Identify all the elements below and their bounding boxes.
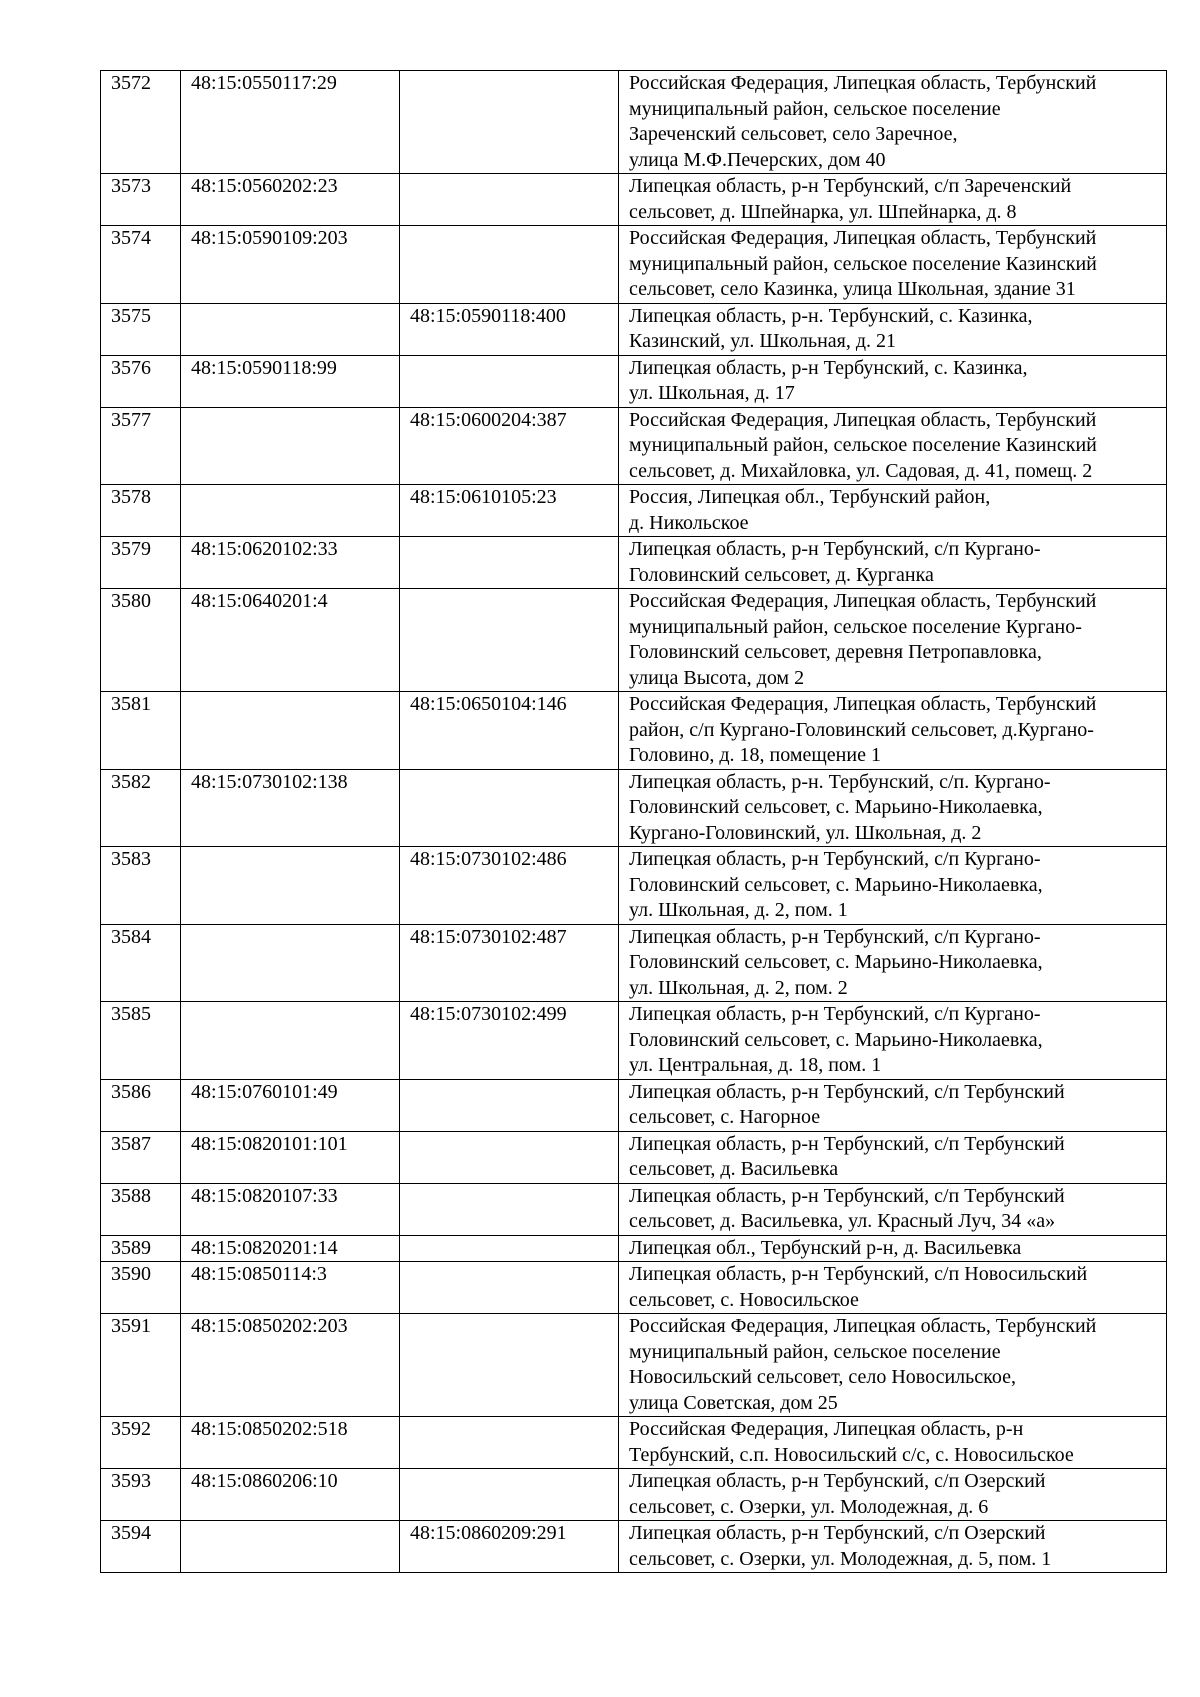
cadastral-number-secondary-cell: 48:15:0730102:487 — [400, 924, 619, 1002]
row-number-cell: 3589 — [101, 1235, 181, 1262]
cadastral-number-cell: 48:15:0860206:10 — [181, 1469, 400, 1521]
address-cell — [619, 407, 1167, 485]
address-line: Головинский сельсовет, д. Курганка — [629, 563, 934, 586]
row-number-cell: 3575 — [101, 303, 181, 355]
table-row — [101, 1469, 1167, 1521]
address-line: Липецкая область, р-н Тербунский, с/п Тербунский — [629, 1080, 1065, 1103]
cadastral-number-cell: 48:15:0620102:33 — [181, 537, 400, 589]
cadastral-number-cell — [181, 407, 400, 485]
address-line: муниципальный район, сельское поселение Казинский — [629, 434, 1097, 456]
cadastral-number-secondary-cell — [400, 1469, 619, 1521]
address-line: сельсовет, с. Нагорное — [629, 1106, 821, 1128]
address-line: Липецкая область, р-н Тербунский, с. Казинка, — [629, 356, 1028, 379]
address-line: Липецкая область, р-н. Тербунский, с. Казинка, — [629, 304, 1033, 327]
address-line: Кургано-Головинский, ул. Школьная, д. 2 — [629, 821, 982, 844]
cadastral-number-cell — [181, 692, 400, 770]
row-number-cell: 3587 — [101, 1131, 181, 1183]
address-line: муниципальный район, сельское поселение Кургано- — [629, 615, 1082, 638]
address-line: сельсовет, с. Озерки, ул. Молодежная, д. 5, пом. 1 — [629, 1547, 1052, 1570]
row-number-cell: 3579 — [101, 537, 181, 589]
address-line: Липецкая область, р-н Тербунский, с/п Тербунский — [629, 1132, 1065, 1155]
address-cell — [619, 226, 1167, 304]
cadastral-number-cell: 48:15:0590118:99 — [181, 355, 400, 407]
address-line: сельсовет, д. Шпейнарка, ул. Шпейнарка, д. 8 — [629, 200, 1017, 223]
cadastral-number-cell: 48:15:0850202:518 — [181, 1417, 400, 1469]
row-number-cell: 3591 — [101, 1314, 181, 1417]
address-line: муниципальный район, сельское поселение — [629, 97, 1001, 120]
cadastral-number-secondary-cell — [400, 1131, 619, 1183]
cadastral-number-cell — [181, 924, 400, 1002]
row-number-cell: 3588 — [101, 1183, 181, 1235]
table-row — [101, 1314, 1167, 1417]
table-row — [101, 924, 1167, 1002]
address-line: муниципальный район, сельское поселение Казинский — [629, 252, 1097, 275]
row-number-cell: 3594 — [101, 1521, 181, 1573]
address-line: сельсовет, село Казинка, улица Школьная, здание 31 — [629, 278, 1076, 300]
address-line: Липецкая область, р-н Тербунский, с/п Кургано- — [629, 1003, 1041, 1025]
table-row — [101, 71, 1167, 174]
address-line: Казинский, ул. Школьная, д. 21 — [629, 330, 897, 352]
address-line: Российская Федерация, Липецкая область, Тербунский — [629, 1315, 1097, 1337]
cadastral-number-secondary-cell: 48:15:0600204:387 — [400, 407, 619, 485]
cadastral-number-cell: 48:15:0760101:49 — [181, 1079, 400, 1131]
address-line: Российская Федерация, Липецкая область, р-н — [629, 1418, 1024, 1440]
cadastral-number-secondary-cell — [400, 769, 619, 847]
cadastral-number-cell — [181, 1521, 400, 1573]
table-row — [101, 1183, 1167, 1235]
row-number-cell: 3577 — [101, 407, 181, 485]
row-number-cell: 3593 — [101, 1469, 181, 1521]
address-line: Липецкая область, р-н Тербунский, с/п Озерский — [629, 1522, 1046, 1544]
cadastral-number-cell: 48:15:0560202:23 — [181, 174, 400, 226]
address-line: муниципальный район, сельское поселение — [629, 1340, 1001, 1363]
cadastral-number-cell — [181, 485, 400, 537]
cadastral-number-cell — [181, 847, 400, 925]
address-line: Российская Федерация, Липецкая область, Тербунский — [629, 72, 1097, 94]
table-row — [101, 1079, 1167, 1131]
address-cell — [619, 355, 1167, 407]
cadastral-number-secondary-cell — [400, 1417, 619, 1469]
address-line: Российская Федерация, Липецкая область, Тербунский — [629, 590, 1097, 612]
cadastral-number-cell: 48:15:0590109:203 — [181, 226, 400, 304]
address-cell — [619, 692, 1167, 770]
cadastral-number-secondary-cell — [400, 1235, 619, 1262]
address-cell — [619, 769, 1167, 847]
table-row — [101, 485, 1167, 537]
address-line: Тербунский, с.п. Новосильский с/с, с. Новосильское — [629, 1443, 1074, 1466]
address-line: Липецкая область, р-н Тербунский, с/п Новосильский — [629, 1263, 1088, 1285]
address-line: Россия, Липецкая обл., Тербунский район, — [629, 486, 991, 508]
cadastral-number-cell: 48:15:0820107:33 — [181, 1183, 400, 1235]
address-line: Российская Федерация, Липецкая область, Тербунский — [629, 693, 1097, 715]
cadastral-number-secondary-cell — [400, 174, 619, 226]
row-number-cell: 3586 — [101, 1079, 181, 1131]
address-line: район, с/п Кургано-Головинский сельсовет, д.Кургано- — [629, 718, 1094, 741]
cadastral-number-secondary-cell — [400, 355, 619, 407]
row-number-cell: 3592 — [101, 1417, 181, 1469]
address-cell — [619, 303, 1167, 355]
cadastral-number-cell — [181, 1002, 400, 1080]
address-cell — [619, 847, 1167, 925]
address-cell — [619, 1079, 1167, 1131]
table-row — [101, 1002, 1167, 1080]
address-cell — [619, 1521, 1167, 1573]
address-line: Головино, д. 18, помещение 1 — [629, 744, 881, 766]
cadastral-number-secondary-cell — [400, 589, 619, 692]
address-line: Головинский сельсовет, с. Марьино-Николаевка, — [629, 873, 1043, 896]
table-row — [101, 1262, 1167, 1314]
table-row — [101, 1235, 1167, 1262]
table-row — [101, 407, 1167, 485]
address-cell — [619, 589, 1167, 692]
cadastral-number-cell: 48:15:0730102:138 — [181, 769, 400, 847]
address-line: Липецкая область, р-н. Тербунский, с/п. Кургано- — [629, 770, 1051, 793]
cadastral-number-cell: 48:15:0640201:4 — [181, 589, 400, 692]
table-row — [101, 537, 1167, 589]
cadastral-number-secondary-cell: 48:15:0610105:23 — [400, 485, 619, 537]
cadastral-number-secondary-cell — [400, 1314, 619, 1417]
address-line: ул. Школьная, д. 17 — [629, 382, 795, 404]
address-line: д. Никольское — [629, 511, 749, 534]
cadastral-number-secondary-cell: 48:15:0730102:499 — [400, 1002, 619, 1080]
document-page — [100, 70, 1166, 1573]
table-row — [101, 847, 1167, 925]
cadastral-number-secondary-cell: 48:15:0650104:146 — [400, 692, 619, 770]
cadastral-number-cell: 48:15:0850202:203 — [181, 1314, 400, 1417]
address-line: Липецкая область, р-н Тербунский, с/п Зареченский — [629, 175, 1072, 197]
table-row — [101, 692, 1167, 770]
address-line: улица М.Ф.Печерских, дом 40 — [629, 148, 886, 171]
table-row — [101, 1417, 1167, 1469]
cadastral-number-cell: 48:15:0550117:29 — [181, 71, 400, 174]
table-row — [101, 589, 1167, 692]
cadastral-number-secondary-cell: 48:15:0860209:291 — [400, 1521, 619, 1573]
address-cell — [619, 1314, 1167, 1417]
address-line: сельсовет, д. Михайловка, ул. Садовая, д. 41, помещ. 2 — [629, 459, 1093, 482]
cadastral-number-secondary-cell — [400, 1262, 619, 1314]
table-row — [101, 1521, 1167, 1573]
address-line: Липецкая область, р-н Тербунский, с/п Кургано- — [629, 538, 1041, 560]
address-line: Российская Федерация, Липецкая область, Тербунский — [629, 227, 1097, 249]
address-cell — [619, 1262, 1167, 1314]
address-cell — [619, 537, 1167, 589]
address-line: Новосильский сельсовет, село Новосильское, — [629, 1366, 1016, 1388]
row-number-cell: 3573 — [101, 174, 181, 226]
address-line: Липецкая область, р-н Тербунский, с/п Озерский — [629, 1470, 1046, 1492]
address-line: улица Советская, дом 25 — [629, 1391, 838, 1414]
address-line: Российская Федерация, Липецкая область, Тербунский — [629, 408, 1097, 431]
address-line: ул. Школьная, д. 2, пом. 2 — [629, 976, 848, 999]
address-line: ул. Школьная, д. 2, пом. 1 — [629, 899, 848, 921]
cadastral-number-secondary-cell — [400, 226, 619, 304]
table-row — [101, 226, 1167, 304]
address-line: Липецкая область, р-н Тербунский, с/п Кургано- — [629, 925, 1041, 948]
row-number-cell: 3585 — [101, 1002, 181, 1080]
address-cell — [619, 1235, 1167, 1262]
row-number-cell: 3580 — [101, 589, 181, 692]
row-number-cell: 3574 — [101, 226, 181, 304]
table-body — [101, 71, 1167, 1573]
table-row — [101, 355, 1167, 407]
address-line: Липецкая область, р-н Тербунский, с/п Тербунский — [629, 1184, 1065, 1207]
row-number-cell: 3590 — [101, 1262, 181, 1314]
address-line: Головинский сельсовет, с. Марьино-Николаевка, — [629, 1028, 1043, 1051]
row-number-cell: 3583 — [101, 847, 181, 925]
cadastral-number-cell: 48:15:0820101:101 — [181, 1131, 400, 1183]
table-row — [101, 174, 1167, 226]
address-cell — [619, 1183, 1167, 1235]
row-number-cell: 3582 — [101, 769, 181, 847]
row-number-cell: 3584 — [101, 924, 181, 1002]
cadastral-number-secondary-cell — [400, 1079, 619, 1131]
address-cell — [619, 924, 1167, 1002]
address-cell — [619, 1417, 1167, 1469]
row-number-cell: 3576 — [101, 355, 181, 407]
address-cell — [619, 485, 1167, 537]
address-cell — [619, 1131, 1167, 1183]
property-table — [100, 70, 1167, 1573]
table-row — [101, 769, 1167, 847]
address-line: Зареченский сельсовет, село Заречное, — [629, 123, 958, 145]
address-line: улица Высота, дом 2 — [629, 666, 805, 689]
cadastral-number-secondary-cell — [400, 1183, 619, 1235]
address-line: Головинский сельсовет, с. Марьино-Николаевка, — [629, 951, 1043, 973]
address-cell — [619, 1469, 1167, 1521]
address-line: сельсовет, д. Васильевка — [629, 1158, 839, 1180]
cadastral-number-secondary-cell — [400, 537, 619, 589]
address-cell — [619, 71, 1167, 174]
cadastral-number-secondary-cell: 48:15:0730102:486 — [400, 847, 619, 925]
address-line: ул. Центральная, д. 18, пом. 1 — [629, 1054, 882, 1076]
row-number-cell: 3578 — [101, 485, 181, 537]
address-line: Головинский сельсовет, деревня Петропавловка, — [629, 641, 1042, 663]
cadastral-number-secondary-cell — [400, 71, 619, 174]
address-line: Липецкая обл., Тербунский р-н, д. Васильевка — [629, 1236, 1022, 1259]
cadastral-number-cell: 48:15:0850114:3 — [181, 1262, 400, 1314]
row-number-cell: 3572 — [101, 71, 181, 174]
address-cell — [619, 174, 1167, 226]
address-cell — [619, 1002, 1167, 1080]
cadastral-number-cell — [181, 303, 400, 355]
cadastral-number-cell: 48:15:0820201:14 — [181, 1235, 400, 1262]
address-line: Головинский сельсовет, с. Марьино-Николаевка, — [629, 796, 1043, 818]
row-number-cell: 3581 — [101, 692, 181, 770]
cadastral-number-secondary-cell: 48:15:0590118:400 — [400, 303, 619, 355]
address-line: сельсовет, д. Васильевка, ул. Красный Луч, 34 «а» — [629, 1210, 1056, 1232]
table-row — [101, 303, 1167, 355]
address-line: Липецкая область, р-н Тербунский, с/п Кургано- — [629, 848, 1041, 870]
table-row — [101, 1131, 1167, 1183]
address-line: сельсовет, с. Новосильское — [629, 1288, 859, 1311]
address-line: сельсовет, с. Озерки, ул. Молодежная, д. 6 — [629, 1495, 989, 1518]
